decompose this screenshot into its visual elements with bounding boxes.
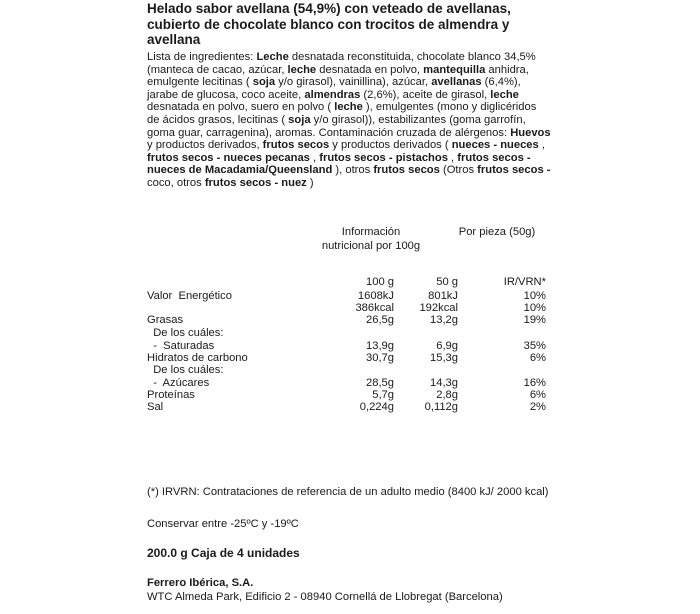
ingredient-text: (6,4%), jarabe de glucosa, coco aceite, bbox=[147, 76, 521, 101]
value-ir: 10% bbox=[523, 290, 546, 302]
nutrient-label: - Saturadas bbox=[147, 340, 215, 352]
ingredient-text: desnatada reconstituida, chocolate blanco 34,5% (manteca de cacao, azúcar, bbox=[147, 51, 536, 76]
product-title: Helado sabor avellana (54,9%) con veteado de avellanas, cubierto de chocolate blanco con trocitos de almendra y avellana bbox=[147, 1, 511, 47]
value-per-piece: 801kJ bbox=[428, 290, 458, 302]
value-per-piece: 192kcal bbox=[419, 302, 458, 314]
ingredients-list bbox=[147, 51, 551, 190]
allergen-text: frutos secos - nueces pecanas bbox=[147, 151, 310, 164]
allergen-text: Huevos bbox=[510, 126, 551, 139]
value-ir: 10% bbox=[523, 302, 546, 314]
net-content: 200.0 g Caja de 4 unidades bbox=[147, 546, 300, 560]
nutrient-label: Sal bbox=[147, 401, 164, 413]
allergen-text: soja bbox=[252, 76, 276, 89]
allergen-text: frutos secos - pistachos bbox=[319, 151, 448, 164]
nutrient-label: Valor Energético bbox=[147, 290, 232, 302]
value-per-piece: 15,3g bbox=[430, 352, 458, 364]
nutrient-label: Proteínas bbox=[147, 389, 195, 401]
header-per-100g: Información nutricional por 100g bbox=[321, 226, 421, 252]
allergen-text: frutos secos - nueces de Macadamia/Queensland bbox=[147, 151, 531, 177]
company-address: WTC Almeda Park, Edificio 2 - 08940 Cornellá de Llobregat (Barcelona) bbox=[147, 591, 503, 603]
ingredient-text: (Otros bbox=[439, 164, 478, 177]
value-per-100g: 5,7g bbox=[372, 389, 394, 401]
value-ir: 35% bbox=[523, 340, 546, 352]
value-per-piece: 13,2g bbox=[430, 314, 458, 326]
value-ir: 6% bbox=[529, 352, 546, 364]
value-per-100g: 28,5g bbox=[366, 377, 394, 389]
ingredient-text: y productos derivados ( bbox=[329, 139, 452, 152]
value-ir: 19% bbox=[523, 314, 546, 326]
allergen-text: almendras bbox=[304, 88, 361, 101]
value-per-piece: 0,112g bbox=[424, 401, 458, 413]
company-name: Ferrero Ibérica, S.A. bbox=[147, 577, 254, 589]
unit-ir: IR/VRN* bbox=[503, 276, 546, 288]
ingredient-text: desnatada en polvo, suero en polvo ( bbox=[147, 101, 335, 114]
allergen-text: nueces - nueces bbox=[451, 139, 539, 152]
value-per-piece: 2,8g bbox=[436, 389, 458, 401]
nutrient-label: De los cuáles: bbox=[147, 364, 224, 376]
value-per-100g: 30,7g bbox=[366, 352, 394, 364]
allergen-text: avellanas bbox=[431, 76, 482, 89]
unit-piece: 50 g bbox=[436, 276, 458, 288]
nutrient-label: - Azúcares bbox=[147, 377, 210, 389]
value-per-piece: 6,9g bbox=[436, 340, 458, 352]
value-per-100g: 386kcal bbox=[355, 302, 394, 314]
ingredient-text: y/o girasol), vainillina), azúcar, bbox=[275, 76, 432, 89]
nutrient-label: Hidratos de carbono bbox=[147, 352, 248, 364]
ingredient-text: (2,6%), aceite de girasol, bbox=[360, 88, 491, 101]
value-ir: 2% bbox=[529, 401, 546, 413]
ingredient-text: y/o girasol)), estabilizantes (goma garrofín, goma guar, carragenina), aromas. Contaminación cruzada de alérgenos: bbox=[147, 113, 526, 139]
allergen-text: frutos secos bbox=[373, 164, 440, 177]
ingredient-text: coco, otros bbox=[147, 176, 205, 189]
storage-instructions: Conservar entre -25ºC y -19ºC bbox=[147, 518, 299, 530]
footnote: (*) IRVRN: Contrataciones de referencia de un adulto medio (8400 kJ/ 2000 kcal) bbox=[147, 486, 549, 498]
ingredient-text: anhidra, emulgente lecitinas ( bbox=[147, 63, 529, 89]
allergen-text: Leche bbox=[256, 51, 289, 63]
value-per-100g: 0,224g bbox=[359, 401, 394, 413]
allergen-text: leche bbox=[334, 101, 363, 114]
value-ir: 16% bbox=[523, 377, 546, 389]
ingredient-text: , bbox=[447, 151, 458, 164]
allergen-text: soja bbox=[288, 113, 311, 126]
product-label bbox=[143, 0, 555, 614]
value-per-100g: 1608kJ bbox=[357, 290, 394, 302]
value-per-100g: 13,9g bbox=[366, 340, 394, 352]
ingredient-text: ), otros bbox=[332, 164, 374, 177]
ingredient-text: , bbox=[309, 151, 320, 164]
allergen-text: frutos secos bbox=[262, 139, 330, 152]
unit-100g: 100 g bbox=[366, 276, 394, 288]
value-per-piece: 14,3g bbox=[430, 377, 458, 389]
nutrient-label: De los cuáles: bbox=[147, 327, 224, 339]
ingredient-text: y productos derivados, bbox=[147, 139, 263, 152]
value-per-100g: 26,5g bbox=[366, 314, 394, 326]
header-per-piece: Por pieza (50g) bbox=[458, 226, 536, 238]
allergen-text: leche bbox=[287, 63, 317, 76]
allergen-text: frutos secos - nuez bbox=[204, 176, 307, 189]
nutrient-label: Grasas bbox=[147, 314, 184, 326]
ingredient-text: ), emulgentes (mono y diglicéridos de ácidos grasos, lecitinas ( bbox=[147, 101, 537, 126]
ingredient-text: ) bbox=[306, 176, 314, 189]
value-ir: 6% bbox=[529, 389, 546, 401]
ingredient-text: , bbox=[538, 139, 545, 152]
allergen-text: frutos secos - bbox=[477, 164, 551, 177]
allergen-text: leche bbox=[490, 88, 519, 101]
allergen-text: mantequilla bbox=[423, 63, 486, 76]
ingredient-text: Lista de ingredientes: bbox=[147, 51, 257, 63]
ingredient-text: desnatada en polvo, bbox=[316, 63, 424, 76]
